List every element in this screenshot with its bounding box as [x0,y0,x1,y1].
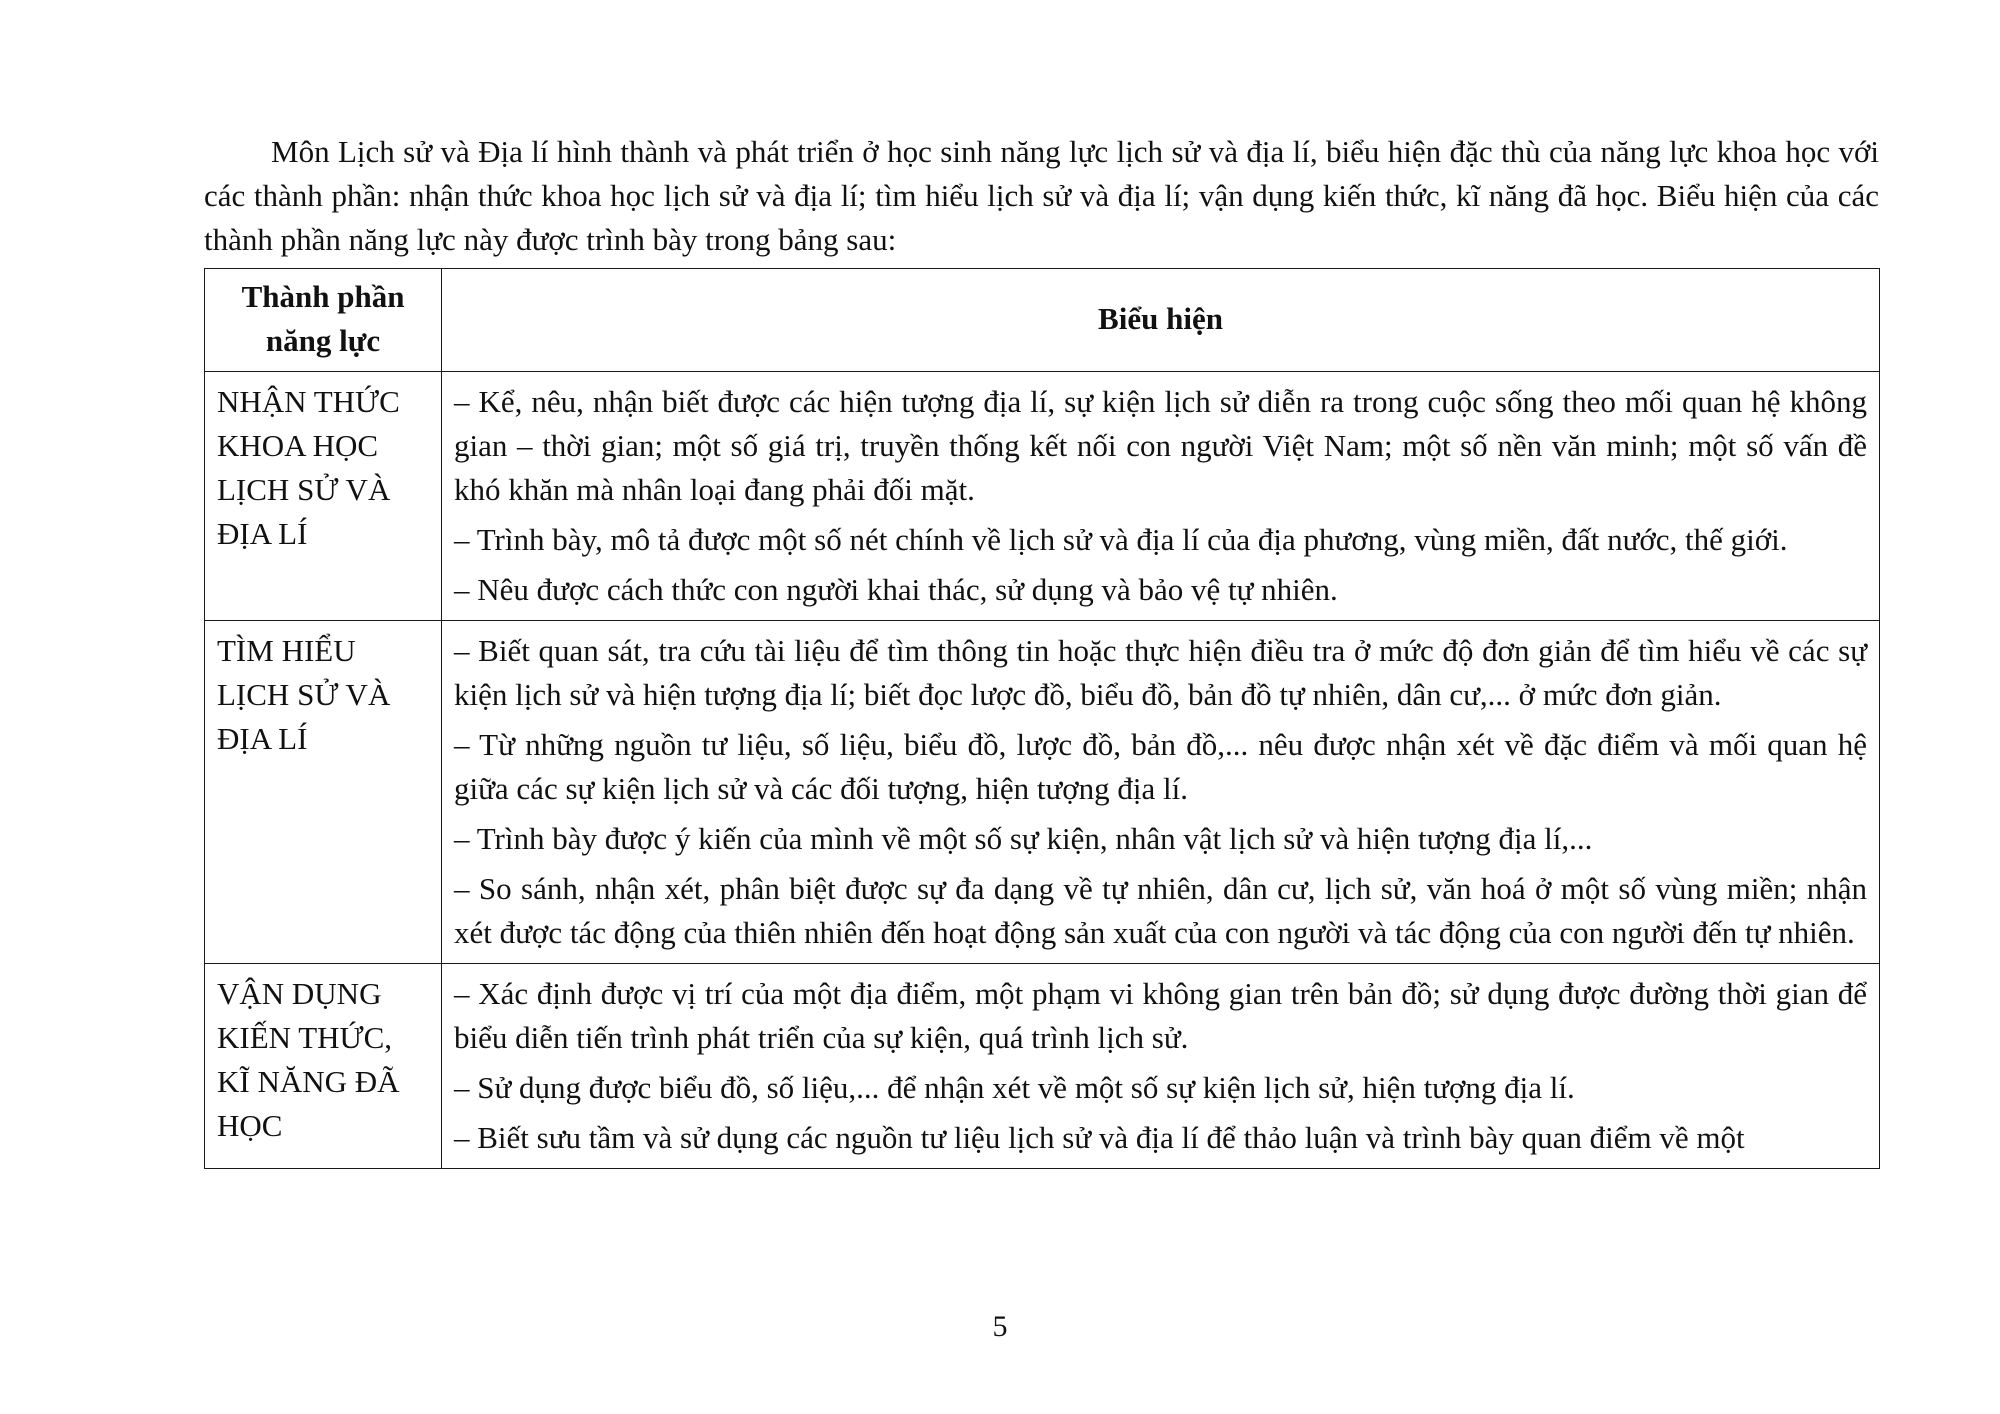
competency-name: TÌM HIỂU LỊCH SỬ VÀ ĐỊA LÍ [205,621,442,964]
header-expression: Biểu hiện [442,269,1880,372]
table-row [205,964,1880,1169]
expression-item: – Biết sưu tầm và sử dụng các nguồn tư liệu lịch sử và địa lí để thảo luận và trình bày quan điểm về một [454,1120,1745,1155]
expression-item: – Nêu được cách thức con người khai thác, sử dụng và bảo vệ tự nhiên. [454,572,1338,607]
competency-name: NHẬN THỨC KHOA HỌC LỊCH SỬ VÀ ĐỊA LÍ [205,372,442,621]
header-component: Thành phần năng lực [205,269,442,372]
competency-expressions [442,621,1880,964]
competency-table [204,268,1880,1169]
expression-item: – Từ những nguồn tư liệu, số liệu, biểu đồ, lược đồ, bản đồ,... nêu được nhận xét về đặc điểm và mối quan hệ giữa các sự kiện lịch sử và các đối tượng, hiện tượng địa lí. [454,727,1867,806]
expression-item: – Kể, nêu, nhận biết được các hiện tượng địa lí, sự kiện lịch sử diễn ra trong cuộc sống theo mối quan hệ không gian – thời gian; một số giá trị, truyền thống kết nối con người Việt Nam; một số nền văn minh; một số vấn đề khó khăn mà nhân loại đang phải đối mặt. [454,384,1867,507]
competency-expressions [442,372,1880,621]
expression-item: – Sử dụng được biểu đồ, số liệu,... để nhận xét về một số sự kiện lịch sử, hiện tượng địa lí. [454,1070,1575,1105]
expression-item: – Xác định được vị trí của một địa điểm, một phạm vi không gian trên bản đồ; sử dụng được đường thời gian để biểu diễn tiến trình phát triển của sự kiện, quá trình lịch sử. [454,976,1867,1055]
expression-item: – Trình bày được ý kiến của mình về một số sự kiện, nhân vật lịch sử và hiện tượng địa lí,... [454,821,1593,856]
competency-name: VẬN DỤNG KIẾN THỨC, KĨ NĂNG ĐÃ HỌC [205,964,442,1169]
intro-paragraph: Môn Lịch sử và Địa lí hình thành và phát triển ở học sinh năng lực lịch sử và địa lí, biểu hiện đặc thù của năng lực khoa học với các thành phần: nhận thức khoa học lịch sử và địa lí; tìm hiểu lịch sử và địa lí; vận dụng kiến thức, kĩ năng đã học. Biểu hiện của các thành phần năng lực này được trình bày trong bảng sau: [204,134,1879,257]
competency-expressions [442,964,1880,1169]
table-row [205,372,1880,621]
expression-item: – Trình bày, mô tả được một số nét chính về lịch sử và địa lí của địa phương, vùng miền, đất nước, thế giới. [454,522,1788,557]
table-row [205,621,1880,964]
expression-item: – Biết quan sát, tra cứu tài liệu để tìm thông tin hoặc thực hiện điều tra ở mức độ đơn giản để tìm hiểu về các sự kiện lịch sử và hiện tượng địa lí; biết đọc lược đồ, biểu đồ, bản đồ tự nhiên, dân cư,... ở mức đơn giản. [454,633,1867,712]
expression-item: – So sánh, nhận xét, phân biệt được sự đa dạng về tự nhiên, dân cư, lịch sử, văn hoá ở một số vùng miền; nhận xét được tác động của thiên nhiên đến hoạt động sản xuất của con người và tác động của con người đến tự nhiên. [454,871,1867,950]
document-page [204,130,1879,1169]
table-header-row [205,269,1880,372]
page-number: 5 [992,1310,1008,1343]
